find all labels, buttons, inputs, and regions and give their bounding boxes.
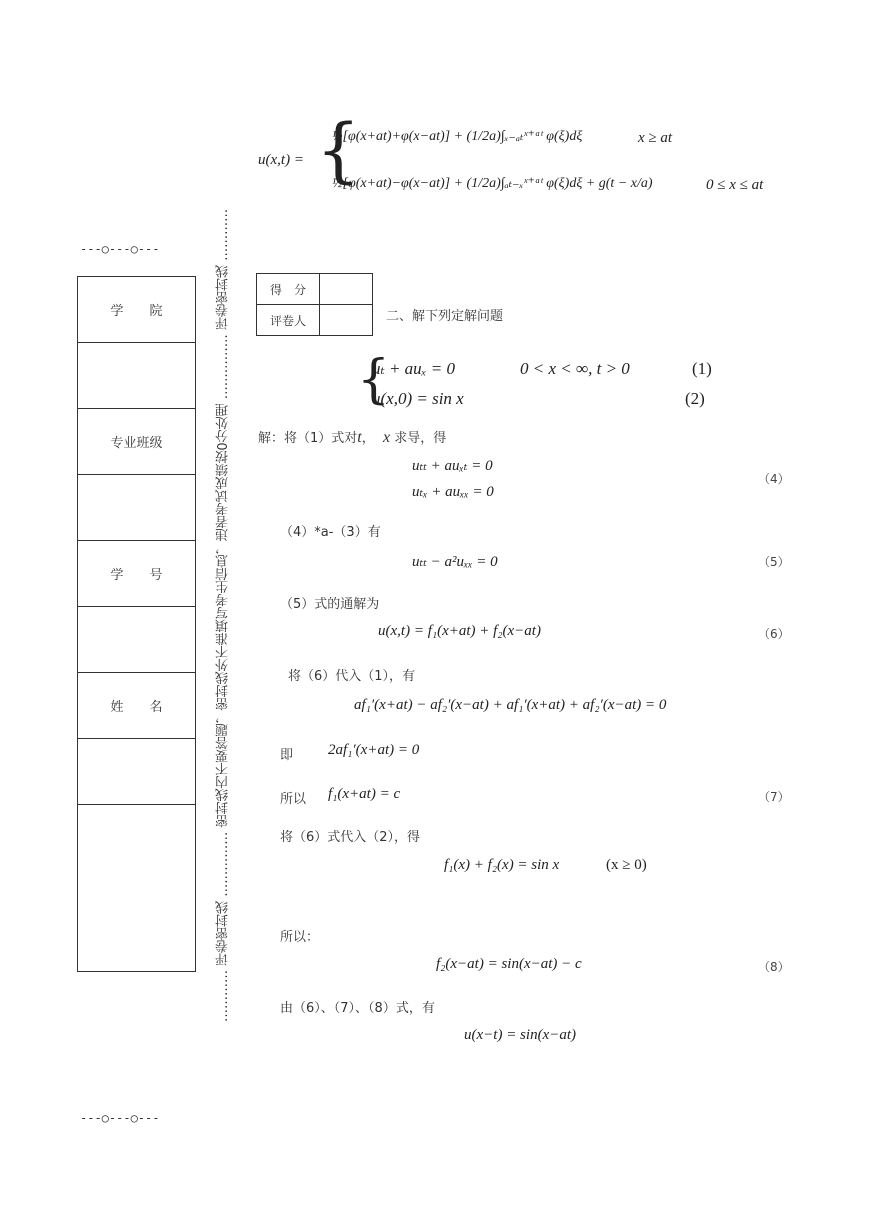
step-2-text: （4）*a-（3）有 xyxy=(280,525,381,540)
step-8-text: 所以： xyxy=(280,930,320,945)
score-label: 得 分 xyxy=(257,274,320,305)
top-formula-case2: ½[φ(x+at)−φ(x−at)] + (1/2a)∫ₐₜ₋ₓˣ⁺ᵃᵗ φ(ξ)dξ + g(t − x/a) xyxy=(332,176,653,191)
grader-field xyxy=(320,305,373,336)
student-id-field xyxy=(78,607,196,673)
eq-5-number: （5） xyxy=(758,555,790,569)
eq-7-number: （7） xyxy=(758,790,790,804)
eq-f-condition: (x ≥ 0) xyxy=(606,857,647,873)
step-9-text: 由（6）、（7）、（8）式，有 xyxy=(280,1001,435,1016)
bottom-binding-mark: ---○---○--- xyxy=(80,1111,160,1125)
eq-8-number: （8） xyxy=(758,960,790,974)
name-label: 姓 名 xyxy=(78,673,196,739)
class-label: 专业班级 xyxy=(78,409,196,475)
solution-intro xyxy=(258,427,446,447)
eq-8: f₂(x−at) = sin(x−at) − c xyxy=(436,956,582,972)
top-formula-case1: ½[φ(x+at)+φ(x−at)] + (1/2a)∫ₓ₋ₐₜˣ⁺ᵃᵗ φ(ξ)dξ xyxy=(332,129,583,144)
problem-brace: { xyxy=(357,350,391,410)
problem-heading: 二、解下列定解问题 xyxy=(386,309,504,324)
eq-4b: uₜₓ + auₓₓ = 0 xyxy=(412,484,494,500)
top-formula-brace: { xyxy=(316,109,361,191)
eq-7: f₁(x+at) = c xyxy=(328,786,401,802)
solution-intro-t: t xyxy=(357,429,362,446)
problem-eq2: u(x,0) = sin x xyxy=(372,389,464,408)
eq-substitution: af₁′(x+at) − af₂′(x−at) + af₁′(x+at) + af₂′(x−at) = 0 xyxy=(354,697,667,713)
step-4-text: 将（6）代入（1），有 xyxy=(288,669,416,684)
step-6-label: 所以 xyxy=(280,792,307,807)
eq-6: u(x,t) = f₁(x+at) + f₂(x−at) xyxy=(378,623,541,639)
step-7-text: 将（6）式代入（2），得 xyxy=(280,830,421,845)
top-binding-mark: ---○---○--- xyxy=(80,242,160,256)
step-5-label: 即 xyxy=(280,748,294,763)
score-table xyxy=(256,273,373,336)
extra-field xyxy=(78,805,196,972)
eq-f: f₁(x) + f₂(x) = sin x xyxy=(444,857,560,873)
student-info-table xyxy=(77,276,196,972)
top-formula-lhs: u(x,t) = xyxy=(258,152,304,168)
class-field xyxy=(78,475,196,541)
student-id-label: 学 号 xyxy=(78,541,196,607)
problem-eq1: uₜ + auₓ = 0 xyxy=(372,359,455,378)
eq-ji: 2af₁′(x+at) = 0 xyxy=(328,742,420,758)
eq-4a: uₜₜ + auₓₜ = 0 xyxy=(412,458,493,474)
score-field xyxy=(320,274,373,305)
problem-eq2-number: (2) xyxy=(685,389,705,408)
top-formula-cond1: x ≥ at xyxy=(638,130,673,146)
solution-intro-prefix: 解：将（1）式对 xyxy=(258,431,358,446)
step-3-text: （5）式的通解为 xyxy=(280,597,380,612)
problem-eq1-domain: 0 < x < ∞, t > 0 xyxy=(520,359,630,378)
solution-intro-comma: ， xyxy=(361,431,375,446)
eq-4-number: （4） xyxy=(758,472,790,486)
solution-intro-x: x xyxy=(383,429,391,446)
top-formula-cond2: 0 ≤ x ≤ at xyxy=(706,177,764,193)
college-field xyxy=(78,343,196,409)
solution-intro-suffix: 求导，得 xyxy=(394,431,447,446)
problem-eq1-number: (1) xyxy=(692,359,712,378)
name-field xyxy=(78,739,196,805)
eq-final: u(x−t) = sin(x−at) xyxy=(464,1027,577,1043)
eq-5: uₜₜ − a²uₓₓ = 0 xyxy=(412,554,498,570)
seal-line-text: ………… 评卷密封线 …………… 密封线内不要答题，密封线外不准填写考生信息，违者考试成绩按0分处理 …………… 评卷密封线 ………… xyxy=(216,208,231,1022)
grader-label: 评卷人 xyxy=(257,305,320,336)
eq-6-number: （6） xyxy=(758,627,790,641)
college-label: 学 院 xyxy=(78,277,196,343)
